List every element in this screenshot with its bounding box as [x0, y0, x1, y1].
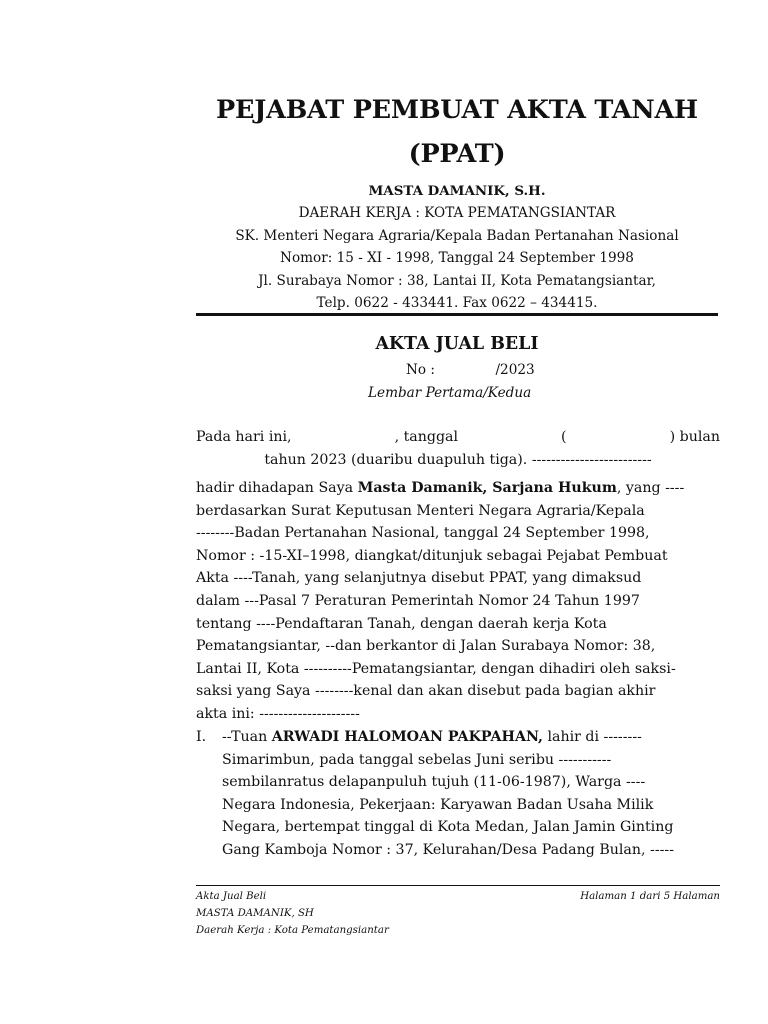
letterhead-divider	[196, 313, 718, 316]
paragraph-line	[196, 703, 720, 726]
paragraph-line-text: Lantai II, Kota ----------Pematangsiantar, dengan dihadiri oleh saksi-	[196, 660, 676, 677]
opening-day: Pada hari ini,	[196, 429, 292, 445]
paragraph-line	[196, 635, 720, 658]
party-line-text: Negara, bertempat tinggal di Kota Medan, Jalan Jamin Ginting	[222, 819, 674, 836]
paragraph-line	[196, 500, 720, 523]
paragraph-line	[196, 522, 720, 545]
opening-block	[196, 426, 720, 471]
deed-title: AKTA JUAL BELI	[375, 334, 539, 354]
party-line-text: sembilanratus delapanpuluh tujuh (11-06-1987), Warga ----	[222, 774, 646, 791]
paragraph-line	[196, 680, 720, 703]
paragraph-line	[196, 658, 720, 681]
paragraph-line	[196, 613, 720, 636]
party-number: I.	[196, 729, 207, 745]
letterhead	[196, 88, 718, 315]
party-name-bold: ARWADI HALOMOAN PAKPAHAN,	[271, 729, 543, 745]
party-line	[222, 839, 720, 862]
deed-number: No : /2023	[406, 362, 535, 378]
notary-name-bold: Masta Damanik, Sarjana Hukum	[357, 480, 617, 496]
footer-work-area: Daerah Kerja : Kota Pematangsiantar	[196, 925, 389, 936]
party-line-text: Simarimbun, pada tanggal sebelas Juni seribu -----------	[222, 751, 612, 768]
paragraph-line	[196, 567, 720, 590]
party-line	[222, 749, 720, 772]
paragraph-line-text: Nomor : -15-XI–1998, diangkat/ditunjuk sebagai Pejabat Pembuat	[196, 547, 668, 564]
paragraph-line-text: dalam ---Pasal 7 Peraturan Pemerintah Nomor 24 Tahun 1997	[196, 592, 640, 609]
phone-fax-line: Telp. 0622 - 433441. Fax 0622 – 434415.	[316, 295, 598, 312]
paragraph-line-text: Pematangsiantar, --dan berkantor di Jalan Surabaya Nomor: 38,	[196, 638, 656, 655]
opening-date: , tanggal	[394, 429, 459, 445]
party-line-text: Negara Indonesia, Pekerjaan: Karyawan Badan Usaha Milik	[222, 796, 654, 813]
paragraph-line-text: saksi yang Saya --------kenal dan akan disebut pada bagian akhir	[196, 683, 656, 700]
official-name: MASTA DAMANIK, S.H.	[368, 183, 546, 199]
opening-month: ) bulan	[669, 429, 720, 445]
paragraph-line-text: --------Badan Pertanahan Nasional, tanggal 24 September 1998,	[196, 525, 650, 542]
decree-line: SK. Menteri Negara Agraria/Kepala Badan Pertanahan Nasional	[235, 227, 679, 244]
address-line: Jl. Surabaya Nomor : 38, Lantai II, Kota Pematangsiantar,	[258, 272, 656, 289]
deed-sheet-label: Lembar Pertama/Kedua	[368, 385, 532, 401]
paragraph-last-line: akta ini: ---------------------	[196, 705, 360, 722]
party-one-block	[196, 726, 720, 862]
paragraph-line-text: Akta ----Tanah, yang selanjutnya disebut PPAT, yang dimaksud	[196, 570, 642, 587]
paragraph-first-suffix: , yang ----	[616, 480, 685, 496]
footer-row	[196, 888, 720, 905]
party-line	[222, 771, 720, 794]
footer-official: MASTA DAMANIK, SH	[196, 908, 314, 919]
footer-page-info: Halaman 1 dari 5 Halaman	[580, 891, 720, 902]
paragraph-first-line	[196, 477, 684, 500]
opening-line	[196, 426, 720, 449]
party-prefix: --Tuan	[222, 729, 272, 745]
party-line-text: Gang Kamboja Nomor : 37, Kelurahan/Desa Padang Bulan, -----	[222, 841, 675, 858]
paragraph-line-text: tentang ----Pendaftaran Tanah, dengan daerah kerja Kota	[196, 615, 607, 632]
paragraph-line-text: berdasarkan Surat Keputusan Menteri Negara Agraria/Kepala	[196, 502, 645, 519]
opening-year: tahun 2023 (duaribu duapuluh tiga). -------------------------	[264, 451, 652, 468]
footer-doc-name: Akta Jual Beli	[196, 891, 267, 902]
appearance-paragraph	[196, 477, 720, 726]
letterhead-title-line2: (PPAT)	[408, 139, 506, 169]
page-footer	[196, 888, 720, 939]
paragraph-first-prefix: hadir dihadapan Saya	[196, 480, 358, 496]
letterhead-title-line1: PEJABAT PEMBUAT AKTA TANAH	[216, 95, 698, 125]
party-one-text	[196, 726, 720, 862]
party-suffix: lahir di --------	[542, 729, 642, 745]
party-line	[222, 816, 720, 839]
party-first-line	[222, 726, 642, 749]
work-area-line: DAERAH KERJA : KOTA PEMATANGSIANTAR	[298, 205, 616, 221]
paragraph-line	[196, 477, 720, 500]
opening-year-line	[196, 449, 720, 472]
party-line	[222, 794, 720, 817]
party-line	[222, 726, 720, 749]
decree-number-line: Nomor: 15 - XI - 1998, Tanggal 24 September 1998	[280, 250, 634, 267]
paragraph-line	[196, 590, 720, 613]
paragraph-line	[196, 545, 720, 568]
footer-divider	[196, 885, 720, 886]
opening-paren: (	[561, 429, 567, 445]
